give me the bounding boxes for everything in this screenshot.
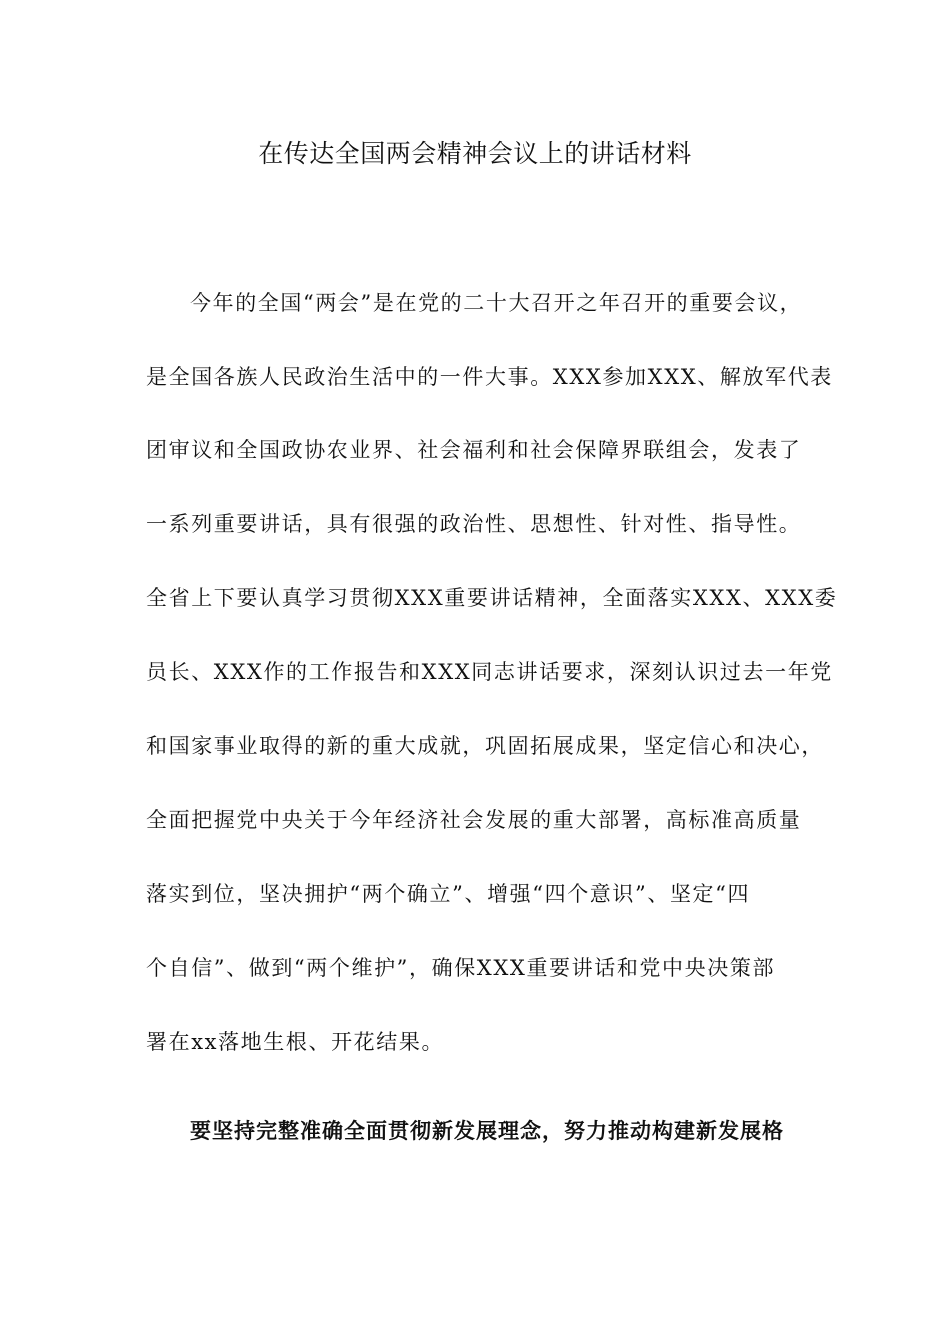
section-heading: 要坚持完整准确全面贯彻新发展理念，努力推动构建新发展格 [190, 1119, 784, 1143]
paragraph-line: 是全国各族人民政治生活中的一件大事。XXX参加XXX、解放军代表 [146, 365, 833, 389]
paragraph-line: 团审议和全国政协农业界、社会福利和社会保障界联组会，发表了 [146, 438, 802, 462]
paragraph-line: 个自信”、做到“两个维护”，确保XXX重要讲话和党中央决策部 [146, 956, 776, 980]
paragraph-line: 落实到位，坚决拥护“两个确立”、增强“四个意识”、坚定“四 [146, 882, 751, 906]
paragraph-line: 和国家事业取得的新的重大成就，巩固拓展成果，坚定信心和决心， [146, 734, 824, 758]
document-title: 在传达全国两会精神会议上的讲话材料 [258, 139, 692, 168]
paragraph-line: 署在xx落地生根、开花结果。 [146, 1030, 445, 1054]
paragraph-line: 全面把握党中央关于今年经济社会发展的重大部署，高标准高质量 [146, 808, 802, 832]
paragraph-line: 一系列重要讲话，具有很强的政治性、思想性、针对性、指导性。 [146, 512, 802, 536]
paragraph-line: 员长、XXX作的工作报告和XXX同志讲话要求，深刻认识过去一年党 [146, 660, 833, 684]
paragraph-line: 全省上下要认真学习贯彻XXX重要讲话精神，全面落实XXX、XXX委 [146, 586, 838, 610]
paragraph-line: 今年的全国“两会”是在党的二十大召开之年召开的重要会议， [190, 291, 803, 315]
